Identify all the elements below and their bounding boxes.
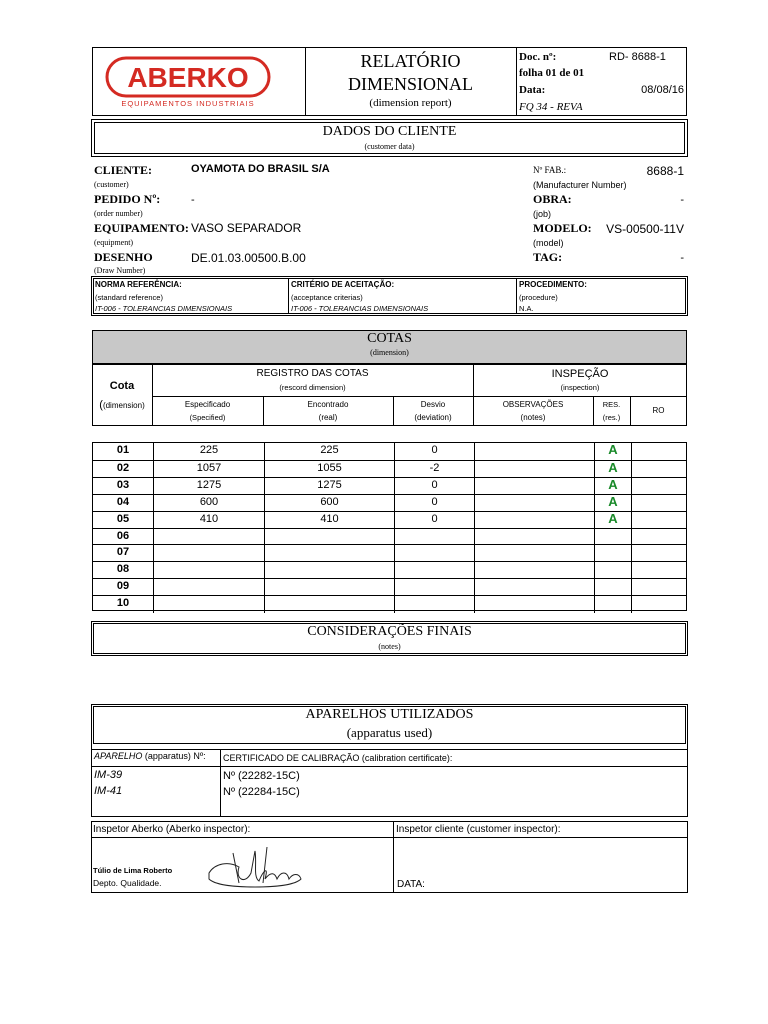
pedido-label: PEDIDO Nº: xyxy=(94,192,161,206)
cell-n: 05 xyxy=(116,512,130,525)
modelo-label: MODELO: xyxy=(533,221,592,235)
cell-esp: 600 xyxy=(153,495,264,512)
cell-ro xyxy=(631,461,688,478)
cell-res: A xyxy=(594,495,631,512)
observacoes-label: OBSERVAÇÕES xyxy=(502,400,564,409)
cell-res: A xyxy=(594,461,631,478)
apparatus-title: APARELHOS UTILIZADOS xyxy=(305,707,474,722)
cliente-value: OYAMOTA DO BRASIL S/A xyxy=(191,163,330,175)
res-sub: (res.) xyxy=(602,413,621,422)
final-sub: (notes) xyxy=(378,642,401,651)
cell-res xyxy=(594,579,631,596)
cell-obs xyxy=(474,461,594,478)
tag-label: TAG: xyxy=(533,250,563,264)
cell-n: 03 xyxy=(116,478,130,491)
modelo-sub: (model) xyxy=(533,238,564,248)
registro-label: REGISTRO DAS COTAS xyxy=(256,368,369,379)
proc-label: PROCEDIMENTO: xyxy=(519,280,587,289)
cell-n: 08 xyxy=(116,563,130,576)
cell-obs xyxy=(474,562,594,579)
aberko-logo xyxy=(104,54,274,110)
logo-text: ABERKO xyxy=(127,62,249,93)
cell-obs xyxy=(474,478,594,495)
cell-ro xyxy=(631,596,688,613)
doc-label: Doc. nº: xyxy=(519,51,557,63)
apparatus-col2: CERTIFICADO DE CALIBRAÇÃO (calibration certificate): xyxy=(223,753,453,763)
cell-enc: 410 xyxy=(264,512,394,529)
obra-label: OBRA: xyxy=(533,192,572,206)
date-value: 08/08/16 xyxy=(641,84,684,96)
handwritten-signature xyxy=(205,843,305,891)
sheet-number: folha 01 de 01 xyxy=(519,67,585,79)
equip-value: VASO SEPARADOR xyxy=(191,221,302,235)
date-label: Data: xyxy=(519,84,546,96)
cell-esp xyxy=(153,579,264,596)
criterio-sub: (acceptance criterias) xyxy=(291,293,363,302)
obra-sub: (job) xyxy=(533,209,552,219)
encontrado-sub: (real) xyxy=(318,413,338,422)
cell-ro xyxy=(631,495,688,512)
cell-enc: 225 xyxy=(264,443,394,460)
table-row xyxy=(93,477,686,494)
table-row xyxy=(93,561,686,578)
cell-enc xyxy=(264,579,394,596)
cell-obs xyxy=(474,579,594,596)
table-row xyxy=(93,544,686,561)
ro-label: RO xyxy=(652,406,665,415)
cell-desv: 0 xyxy=(394,495,474,512)
observacoes-sub: (notes) xyxy=(520,413,546,422)
table-row xyxy=(93,595,686,612)
cliente-label: CLIENTE: xyxy=(94,163,153,177)
client-section-sub: (customer data) xyxy=(364,142,415,151)
cell-esp xyxy=(153,529,264,546)
cell-res: A xyxy=(594,478,631,495)
cell-n: 07 xyxy=(116,546,130,559)
cell-enc: 1275 xyxy=(264,478,394,495)
cell-esp: 1057 xyxy=(153,461,264,478)
especificado-sub: (Specified) xyxy=(189,413,226,422)
cell-esp xyxy=(153,562,264,579)
cell-esp: 1275 xyxy=(153,478,264,495)
cell-obs xyxy=(474,512,594,529)
cell-enc xyxy=(264,529,394,546)
cell-esp xyxy=(153,545,264,562)
cell-res xyxy=(594,545,631,562)
cell-obs xyxy=(474,443,594,460)
cell-res: A xyxy=(594,512,631,529)
cell-ro xyxy=(631,512,688,529)
cotas-title: COTAS xyxy=(367,331,412,346)
cell-n: 01 xyxy=(116,444,130,456)
fab-value: 8688-1 xyxy=(646,164,684,178)
final-title: CONSIDERAÇÕES FINAIS xyxy=(307,624,472,639)
cota-col-label: Cota xyxy=(109,380,135,392)
cell-desv: -2 xyxy=(394,461,474,478)
cell-desv xyxy=(394,545,474,562)
cell-desv xyxy=(394,579,474,596)
cell-esp: 225 xyxy=(153,443,264,460)
cell-n: 02 xyxy=(116,461,130,474)
customer-inspector-label: Inspetor cliente (customer inspector): xyxy=(396,824,561,835)
norma-value: IT-006 - TOLERANCIAS DIMENSIONAIS xyxy=(95,304,233,313)
apparatus-cert-1: Nº (22282-15C) xyxy=(223,770,300,782)
cell-enc: 1055 xyxy=(264,461,394,478)
report-title-sub: (dimension report) xyxy=(369,97,452,109)
report-title-1: RELATÓRIO xyxy=(360,51,461,71)
desenho-sub: (Draw Number) xyxy=(94,266,146,275)
table-row xyxy=(93,443,686,460)
fab-sub: (Manufacturer Number) xyxy=(533,180,627,190)
cell-res xyxy=(594,596,631,613)
table-row xyxy=(93,494,686,511)
cell-n: 09 xyxy=(116,580,130,593)
inspector-dept: Depto. Qualidade. xyxy=(93,878,162,888)
cota-col-sub: ((dimension) xyxy=(99,399,145,411)
table-row xyxy=(93,511,686,528)
aberko-inspector-label: Inspetor Aberko (Aberko inspector): xyxy=(93,824,251,835)
registro-sub: (rescord dimension) xyxy=(279,383,346,392)
cell-enc xyxy=(264,545,394,562)
pedido-sub: (order number) xyxy=(94,209,143,218)
cell-ro xyxy=(631,562,688,579)
cell-obs xyxy=(474,596,594,613)
cell-n: 10 xyxy=(116,597,130,610)
apparatus-col1: APARELHO (apparatus) Nº: xyxy=(94,751,206,761)
desvio-label: Desvio xyxy=(420,400,446,409)
cliente-sub: (customer) xyxy=(94,180,129,189)
especificado-label: Especificado xyxy=(184,400,231,409)
cell-esp xyxy=(153,596,264,613)
norma-label: NORMA REFERÊNCIA: xyxy=(95,280,182,289)
cell-enc xyxy=(264,596,394,613)
cotas-table xyxy=(92,442,687,611)
cell-enc xyxy=(264,562,394,579)
equip-sub: (equipment) xyxy=(94,238,134,247)
cell-res: A xyxy=(594,443,631,460)
table-row xyxy=(93,528,686,545)
obra-value: - xyxy=(680,194,684,206)
cell-desv xyxy=(394,562,474,579)
cell-res xyxy=(594,529,631,546)
inspecao-label: INSPEÇÃO xyxy=(551,368,609,380)
pedido-value: - xyxy=(191,194,195,206)
desenho-label: DESENHO xyxy=(94,250,153,264)
cell-ro xyxy=(631,443,688,460)
apparatus-id-1: IM-39 xyxy=(94,769,123,781)
desenho-value: DE.01.03.00500.B.00 xyxy=(191,251,306,265)
criterio-label: CRITÉRIO DE ACEITAÇÃO: xyxy=(291,280,395,289)
cell-n: 04 xyxy=(116,495,130,508)
res-label: RES. xyxy=(602,400,621,409)
cell-desv xyxy=(394,529,474,546)
tag-value: - xyxy=(680,252,684,264)
cell-ro xyxy=(631,529,688,546)
cell-res xyxy=(594,562,631,579)
proc-value: N.A. xyxy=(519,304,534,313)
cotas-sub: (dimension) xyxy=(370,348,409,357)
fab-label: Nº FAB.: xyxy=(533,165,567,175)
cell-obs xyxy=(474,545,594,562)
form-code: FQ 34 - REVA xyxy=(519,101,583,113)
modelo-value: VS-00500-11V xyxy=(606,222,684,236)
norma-sub: (standard reference) xyxy=(95,293,163,302)
cell-desv xyxy=(394,596,474,613)
doc-value: RD- 8688-1 xyxy=(609,51,666,63)
client-section-title: DADOS DO CLIENTE xyxy=(322,124,457,139)
cell-ro xyxy=(631,579,688,596)
signature-date-label: DATA: xyxy=(397,879,425,890)
logo-subtitle: EQUIPAMENTOS INDUSTRIAIS xyxy=(121,99,255,108)
cell-desv: 0 xyxy=(394,478,474,495)
cell-obs xyxy=(474,495,594,512)
inspecao-sub: (inspection) xyxy=(560,383,600,392)
desvio-sub: (deviation) xyxy=(414,413,452,422)
apparatus-id-2: IM-41 xyxy=(94,785,123,797)
cell-desv: 0 xyxy=(394,512,474,529)
apparatus-sub: (apparatus used) xyxy=(346,725,433,740)
encontrado-label: Encontrado xyxy=(307,400,349,409)
cell-enc: 600 xyxy=(264,495,394,512)
cell-ro xyxy=(631,478,688,495)
cell-obs xyxy=(474,529,594,546)
criterio-value: IT-006 - TOLERANCIAS DIMENSIONAIS xyxy=(291,304,429,313)
inspector-name: Túlio de Lima Roberto xyxy=(93,866,173,875)
table-row xyxy=(93,578,686,595)
cell-n: 06 xyxy=(116,529,130,542)
proc-sub: (procedure) xyxy=(519,293,558,302)
apparatus-cert-2: Nº (22284-15C) xyxy=(223,786,300,798)
equip-label: EQUIPAMENTO: xyxy=(94,221,189,235)
cell-esp: 410 xyxy=(153,512,264,529)
cell-desv: 0 xyxy=(394,443,474,460)
table-row xyxy=(93,460,686,477)
report-title-2: DIMENSIONAL xyxy=(348,74,473,94)
cell-ro xyxy=(631,545,688,562)
